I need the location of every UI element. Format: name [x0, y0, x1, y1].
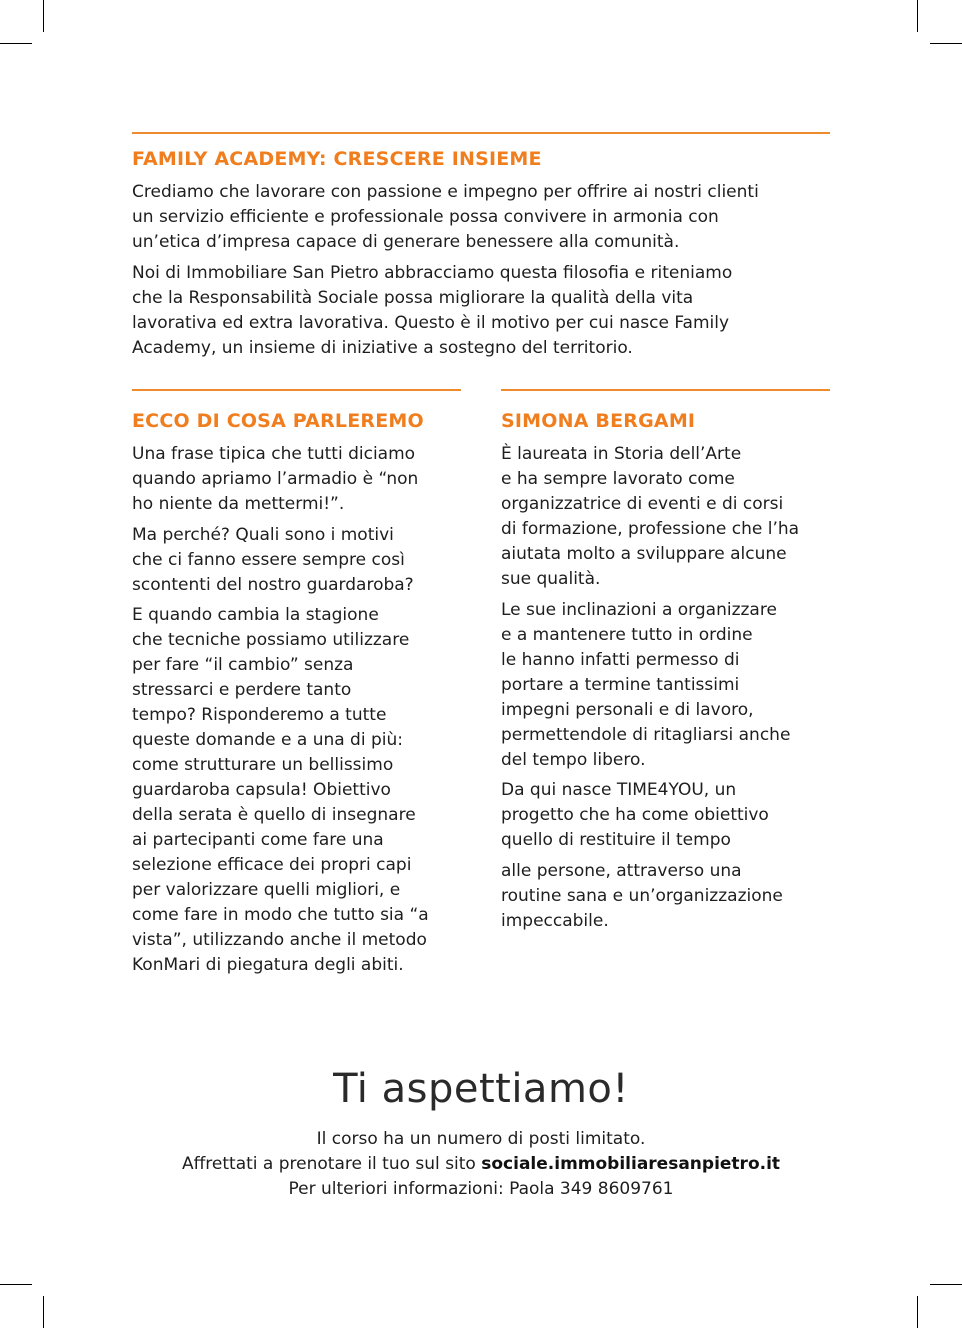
text-line: selezione efficace dei propri capi	[132, 855, 412, 875]
crop-mark	[917, 0, 918, 32]
text-line: Noi di Immobiliare San Pietro abbracciamo questa filosofia e riteniamo	[132, 263, 733, 283]
text-line: guardaroba capsula! Obiettivo	[132, 780, 391, 800]
intro-paragraph	[132, 180, 832, 255]
crop-mark	[43, 0, 44, 32]
text-line: di formazione, professione che l’ha	[501, 519, 800, 539]
text-line: queste domande e a una di più:	[132, 730, 403, 750]
right-column-paragraph	[501, 859, 831, 934]
text-line: impegni personali e di lavoro,	[501, 700, 754, 720]
crop-mark	[930, 43, 962, 44]
site-link[interactable]: sociale.immobiliaresanpietro.it	[481, 1154, 781, 1174]
text-line: Le sue inclinazioni a organizzare	[501, 600, 777, 620]
text-line: un servizio efficiente e professionale possa convivere in armonia con	[132, 207, 719, 227]
text-line: Da qui nasce TIME4YOU, un	[501, 780, 737, 800]
text-line: come fare in modo che tutto sia “a	[132, 905, 429, 925]
footer-line-seats: Il corso ha un numero di posti limitato.	[316, 1129, 646, 1149]
text-line: stressarci e perdere tanto	[132, 680, 352, 700]
booking-text: Affrettati a prenotare il tuo sul sito	[181, 1154, 482, 1174]
crop-mark	[43, 1296, 44, 1328]
right-column-paragraph	[501, 598, 831, 773]
text-line: come strutturare un bellissimo	[132, 755, 394, 775]
intro-paragraph	[132, 261, 832, 361]
text-line: sue qualità.	[501, 569, 601, 589]
text-line: progetto che ha come obiettivo	[501, 805, 769, 825]
crop-mark	[0, 43, 32, 44]
text-line: È laureata in Storia dell’Arte	[501, 444, 742, 464]
crop-mark	[917, 1296, 918, 1328]
right-column-paragraph	[501, 442, 831, 592]
crop-mark	[0, 1284, 32, 1285]
text-line: quando apriamo l’armadio è “non	[132, 469, 419, 489]
text-line: permettendole di ritagliarsi anche	[501, 725, 791, 745]
text-line: vista”, utilizzando anche il metodo	[132, 930, 427, 950]
text-line: per valorizzare quelli migliori, e	[132, 880, 401, 900]
left-column-paragraph	[132, 442, 462, 517]
text-line: del tempo libero.	[501, 750, 646, 770]
left-column-paragraph	[132, 523, 462, 598]
crop-mark	[930, 1284, 962, 1285]
right-column-divider	[501, 389, 830, 391]
section-divider	[132, 132, 830, 134]
text-line: Crediamo che lavorare con passione e impegno per offrire ai nostri clienti	[132, 182, 759, 202]
text-line: portare a termine tantissimi	[501, 675, 740, 695]
text-line: e a mantenere tutto in ordine	[501, 625, 753, 645]
text-line: le hanno infatti permesso di	[501, 650, 740, 670]
left-column-paragraph	[132, 603, 462, 978]
text-line: aiutata molto a sviluppare alcune	[501, 544, 787, 564]
text-line: ai partecipanti come fare una	[132, 830, 384, 850]
text-line: Una frase tipica che tutti diciamo	[132, 444, 416, 464]
text-line: che tecniche possiamo utilizzare	[132, 630, 410, 650]
left-column-heading: ECCO DI COSA PARLEREMO	[132, 410, 424, 432]
text-line: della serata è quello di insegnare	[132, 805, 416, 825]
text-line: che ci fanno essere sempre così	[132, 550, 405, 570]
text-line: organizzatrice di eventi e di corsi	[501, 494, 784, 514]
right-column-paragraph	[501, 778, 831, 853]
text-line: E quando cambia la stagione	[132, 605, 379, 625]
text-line: alle persone, attraverso una	[501, 861, 742, 881]
footer-title: Ti aspettiamo!	[333, 1066, 629, 1112]
text-line: che la Responsabilità Sociale possa migliorare la qualità della vita	[132, 288, 694, 308]
text-line: quello di restituire il tempo	[501, 830, 731, 850]
text-line: Ma perché? Quali sono i motivi	[132, 525, 394, 545]
footer-line-contact: Per ulteriori informazioni: Paola 349 8609761	[288, 1179, 674, 1199]
left-column-divider	[132, 389, 461, 391]
text-line: lavorativa ed extra lavorativa. Questo è il motivo per cui nasce Family	[132, 313, 730, 333]
text-line: impeccabile.	[501, 911, 609, 931]
intro-heading: FAMILY ACADEMY: CRESCERE INSIEME	[132, 148, 542, 170]
right-column-heading: SIMONA BERGAMI	[501, 410, 696, 432]
text-line: KonMari di piegatura degli abiti.	[132, 955, 404, 975]
text-line: un’etica d’impresa capace di generare benessere alla comunità.	[132, 232, 680, 252]
text-line: e ha sempre lavorato come	[501, 469, 735, 489]
text-line: ho niente da mettermi!”.	[132, 494, 345, 514]
text-line: scontenti del nostro guardaroba?	[132, 575, 414, 595]
text-line: routine sana e un’organizzazione	[501, 886, 783, 906]
text-line: Academy, un insieme di iniziative a sostegno del territorio.	[132, 338, 633, 358]
footer-line-booking	[0, 1152, 962, 1177]
text-line: tempo? Risponderemo a tutte	[132, 705, 387, 725]
text-line: per fare “il cambio” senza	[132, 655, 354, 675]
